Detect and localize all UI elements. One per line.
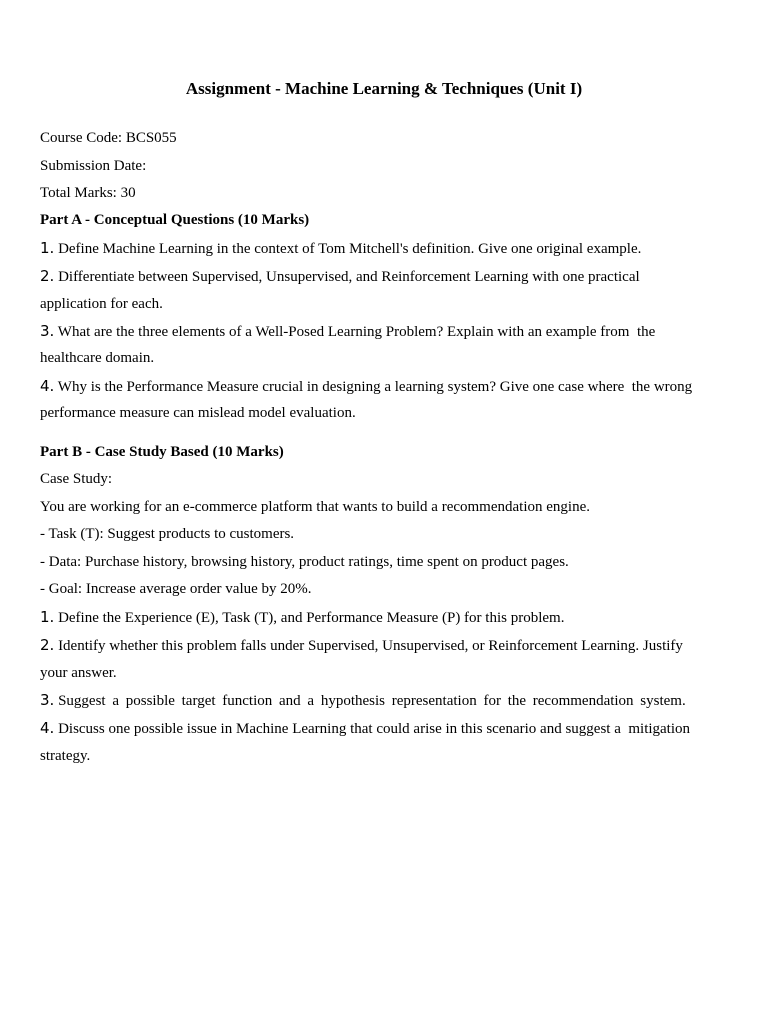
part-b-question-4-cont: strategy. (40, 748, 91, 764)
question-text: Differentiate between Supervised, Unsupervised, and Reinforcement Learning with one practical (58, 269, 640, 285)
part-a-question-3 (40, 321, 655, 342)
question-number: 3. (40, 691, 55, 709)
part-a-question-2 (40, 266, 640, 287)
question-text: Define Machine Learning in the context of Tom Mitchell's definition. Give one original example. (58, 241, 642, 257)
part-b-heading: Part B - Case Study Based (10 Marks) (40, 444, 284, 460)
part-a-question-4-cont: performance measure can mislead model evaluation. (40, 405, 356, 421)
part-a-question-3-cont: healthcare domain. (40, 350, 155, 366)
question-number: 3. (40, 322, 55, 340)
question-text: Define the Experience (E), Task (T), and Performance Measure (P) for this problem. (58, 610, 565, 626)
question-text: What are the three elements of a Well-Posed Learning Problem? Explain with an example from the (57, 324, 656, 340)
course-code: Course Code: BCS055 (40, 130, 177, 146)
question-number: 2. (40, 636, 55, 654)
part-b-question-2 (40, 635, 683, 656)
part-b-question-2-cont: your answer. (40, 665, 117, 681)
question-number: 4. (40, 719, 55, 737)
part-a-question-1 (40, 238, 641, 259)
total-marks: Total Marks: 30 (40, 185, 136, 201)
question-text: Suggest a possible target function and a hypothesis representation for the recommendation system. (58, 693, 686, 709)
submission-date: Submission Date: (40, 158, 147, 174)
part-b-question-4 (40, 718, 690, 739)
case-bullet-task: - Task (T): Suggest products to customers. (40, 526, 295, 542)
case-bullet-goal: - Goal: Increase average order value by 20%. (40, 581, 312, 597)
question-text: Discuss one possible issue in Machine Learning that could arise in this scenario and suggest a mitigation (58, 721, 691, 737)
document-title: Assignment - Machine Learning & Techniques (Unit I) (185, 79, 583, 98)
question-number: 2. (40, 267, 55, 285)
question-number: 1. (40, 239, 55, 257)
case-study-label: Case Study: (40, 471, 113, 487)
part-a-question-4 (40, 376, 692, 397)
part-b-question-1 (40, 607, 564, 628)
part-a-heading: Part A - Conceptual Questions (10 Marks) (40, 212, 310, 228)
part-b-question-3 (40, 690, 686, 711)
part-a-question-2-cont: application for each. (40, 296, 163, 312)
case-study-intro: You are working for an e-commerce platform that wants to build a recommendation engine. (40, 499, 590, 515)
case-bullet-data: - Data: Purchase history, browsing history, product ratings, time spent on product pages. (40, 554, 569, 570)
question-text: Why is the Performance Measure crucial in designing a learning system? Give one case where the wrong (57, 379, 693, 395)
question-number: 1. (40, 608, 55, 626)
question-number: 4. (40, 377, 55, 395)
question-text: Identify whether this problem falls under Supervised, Unsupervised, or Reinforcement Learning. Justify (58, 638, 683, 654)
